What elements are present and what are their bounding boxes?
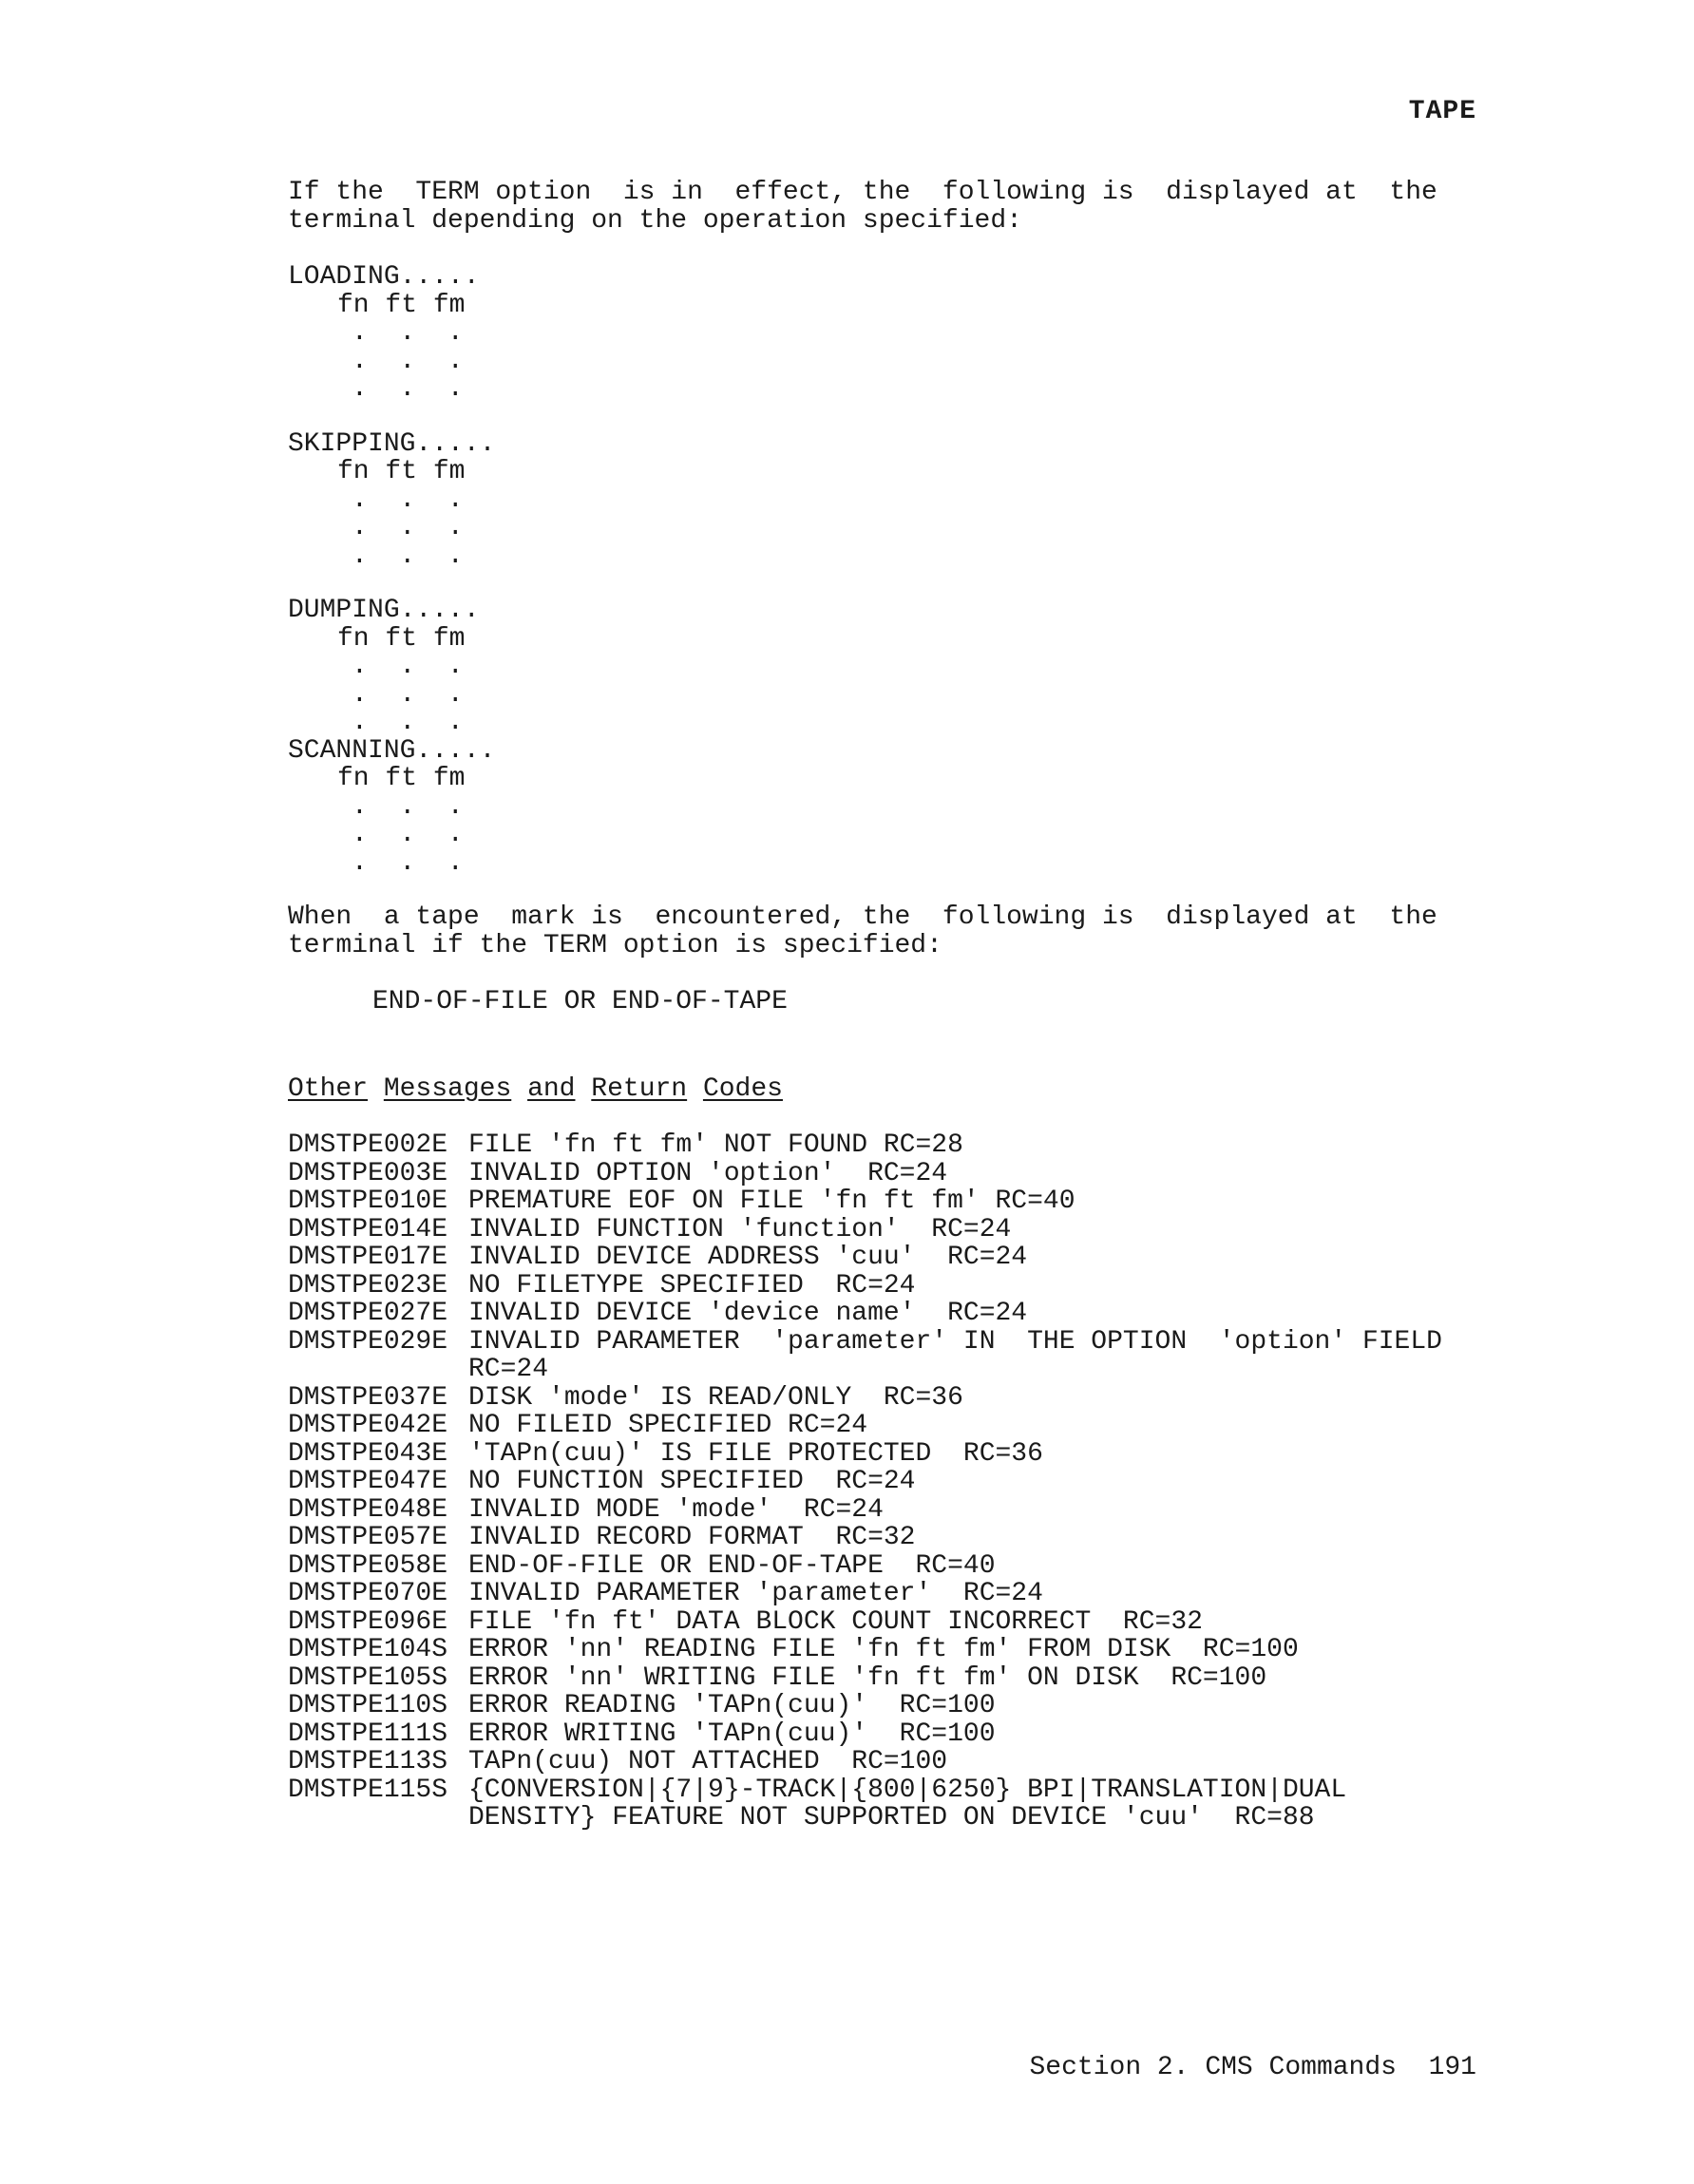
message-id: DMSTPE010E [288,1187,448,1216]
ellipsis-row: . . . [352,652,464,681]
message-id: DMSTPE048E [288,1494,448,1525]
message-text: ERROR 'nn' READING FILE 'fn ft fm' FROM DISK RC=100 [468,1635,1299,1664]
message-id: DMSTPE115S [288,1775,448,1805]
message-row [288,1776,1475,1833]
ellipsis-row: . . . [352,346,464,376]
message-row [288,1748,1475,1776]
message-row [288,1692,1475,1720]
message-row [288,1552,1475,1581]
message-row [288,1160,1475,1188]
message-id: DMSTPE037E [288,1382,448,1413]
message-text: INVALID FUNCTION 'function' RC=24 [468,1214,1012,1244]
message-text: FILE 'fn ft' DATA BLOCK COUNT INCORRECT RC=32 [468,1606,1203,1637]
message-text: {CONVERSION|{7|9}-TRACK|{800|6250} BPI|TRANSLATION|DUAL DENSITY} FEATURE NOT SUPPORTED ON DEVICE 'cuu' RC=88 [468,1775,1347,1833]
tape-mark-paragraph [288,903,1475,959]
message-text: NO FUNCTION SPECIFIED RC=24 [468,1467,916,1496]
ellipsis-row: . . . [352,820,464,849]
intro-line-2: terminal depending on the operation specified: [288,205,1022,236]
ellipsis-row: . . . [352,679,464,710]
message-text: TAPn(cuu) NOT ATTACHED RC=100 [468,1747,948,1776]
running-head: TAPE [1408,97,1476,126]
message-row [288,1412,1475,1440]
message-text: ERROR 'nn' WRITING FILE 'fn ft fm' ON DISK RC=100 [468,1662,1267,1693]
message-id: DMSTPE047E [288,1467,448,1496]
message-row [288,1187,1475,1216]
message-text: ERROR WRITING 'TAPn(cuu)' RC=100 [468,1719,996,1749]
message-row [288,1524,1475,1552]
tape-mark-line-2: terminal if the TERM option is specified: [288,930,942,960]
message-id: DMSTPE014E [288,1214,448,1244]
page-footer [1030,2054,1477,2082]
message-text: INVALID MODE 'mode' RC=24 [468,1494,884,1525]
tape-mark-line-1: When a tape mark is encountered, the following is displayed at the [288,902,1437,932]
operation-fields: fn ft fm [337,764,466,793]
intro-line-1: If the TERM option is in effect, the following is displayed at the [288,178,1437,207]
operation-fields: fn ft fm [337,623,466,654]
message-row [288,1636,1475,1664]
section-heading [288,1075,1475,1104]
message-text: INVALID DEVICE 'device name' RC=24 [468,1299,1028,1328]
intro-paragraph [288,179,1475,235]
ellipsis-row: . . . [352,541,464,571]
message-id: DMSTPE002E [288,1130,448,1160]
message-text: NO FILEID SPECIFIED RC=24 [468,1411,868,1440]
message-text: INVALID PARAMETER 'parameter' RC=24 [468,1579,1043,1608]
footer-section-title: Section 2. CMS Commands [1029,2053,1397,2082]
message-id: DMSTPE027E [288,1299,448,1328]
message-id: DMSTPE023E [288,1270,448,1301]
operation-label: SCANNING..... [288,735,496,766]
message-row [288,1496,1475,1525]
operation-label: LOADING..... [288,262,480,292]
message-text: FILE 'fn ft fm' NOT FOUND RC=28 [468,1130,963,1160]
message-id: DMSTPE042E [288,1411,448,1440]
message-row [288,1608,1475,1637]
message-row [288,1244,1475,1272]
message-id: DMSTPE043E [288,1438,448,1469]
message-id: DMSTPE096E [288,1606,448,1637]
message-id: DMSTPE111S [288,1719,448,1749]
heading-word: Codes [702,1073,783,1104]
operation-label: DUMPING..... [288,596,480,625]
message-text: INVALID OPTION 'option' RC=24 [468,1158,948,1188]
message-text: INVALID PARAMETER 'parameter' IN THE OPTION 'option' FIELD RC=24 [468,1326,1442,1384]
operation-dumping [288,597,1475,737]
message-id: DMSTPE105S [288,1662,448,1693]
page-content [288,179,1475,1833]
ellipsis-row: . . . [352,708,464,737]
message-row [288,1720,1475,1749]
ellipsis-row: . . . [352,847,464,878]
message-row [288,1328,1475,1384]
message-text: INVALID DEVICE ADDRESS 'cuu' RC=24 [468,1243,1028,1272]
message-row [288,1300,1475,1328]
page-number: 191 [1428,2053,1476,2082]
message-text: DISK 'mode' IS READ/ONLY RC=36 [468,1382,963,1413]
message-id: DMSTPE104S [288,1635,448,1664]
operation-fields: fn ft fm [337,457,466,486]
message-id: DMSTPE110S [288,1691,448,1720]
heading-word: Return [591,1073,688,1104]
message-text: INVALID RECORD FORMAT RC=32 [468,1523,916,1552]
message-id: DMSTPE057E [288,1523,448,1552]
message-id: DMSTPE070E [288,1579,448,1608]
message-row [288,1440,1475,1469]
ellipsis-row: . . . [352,374,464,404]
message-row [288,1468,1475,1496]
operation-skipping [288,430,1475,571]
message-id: DMSTPE058E [288,1550,448,1581]
message-id: DMSTPE113S [288,1747,448,1776]
message-row [288,1580,1475,1608]
message-text: END-OF-FILE OR END-OF-TAPE RC=40 [468,1550,996,1581]
heading-word: Other [288,1073,369,1104]
operation-label: SKIPPING..... [288,428,496,459]
message-text: NO FILETYPE SPECIFIED RC=24 [468,1270,916,1301]
eof-message: END-OF-FILE OR END-OF-TAPE [372,987,788,1016]
operation-display-list [288,263,1475,877]
message-row [288,1131,1475,1160]
ellipsis-row: . . . [352,318,464,348]
message-id: DMSTPE003E [288,1158,448,1188]
message-row [288,1384,1475,1413]
message-id: DMSTPE017E [288,1243,448,1272]
message-row [288,1272,1475,1301]
message-id: DMSTPE029E [288,1326,448,1357]
operation-fields: fn ft fm [337,290,466,320]
ellipsis-row: . . . [352,513,464,542]
message-row [288,1664,1475,1693]
message-list [288,1131,1475,1833]
message-text: 'TAPn(cuu)' IS FILE PROTECTED RC=36 [468,1438,1043,1469]
message-text: PREMATURE EOF ON FILE 'fn ft fm' RC=40 [468,1187,1075,1216]
heading-word: and [527,1073,576,1104]
message-text: ERROR READING 'TAPn(cuu)' RC=100 [468,1691,996,1720]
operation-loading [288,263,1475,404]
ellipsis-row: . . . [352,791,464,822]
ellipsis-row: . . . [352,484,464,515]
operation-scanning [288,737,1475,878]
heading-word: Messages [383,1073,512,1104]
message-row [288,1216,1475,1244]
